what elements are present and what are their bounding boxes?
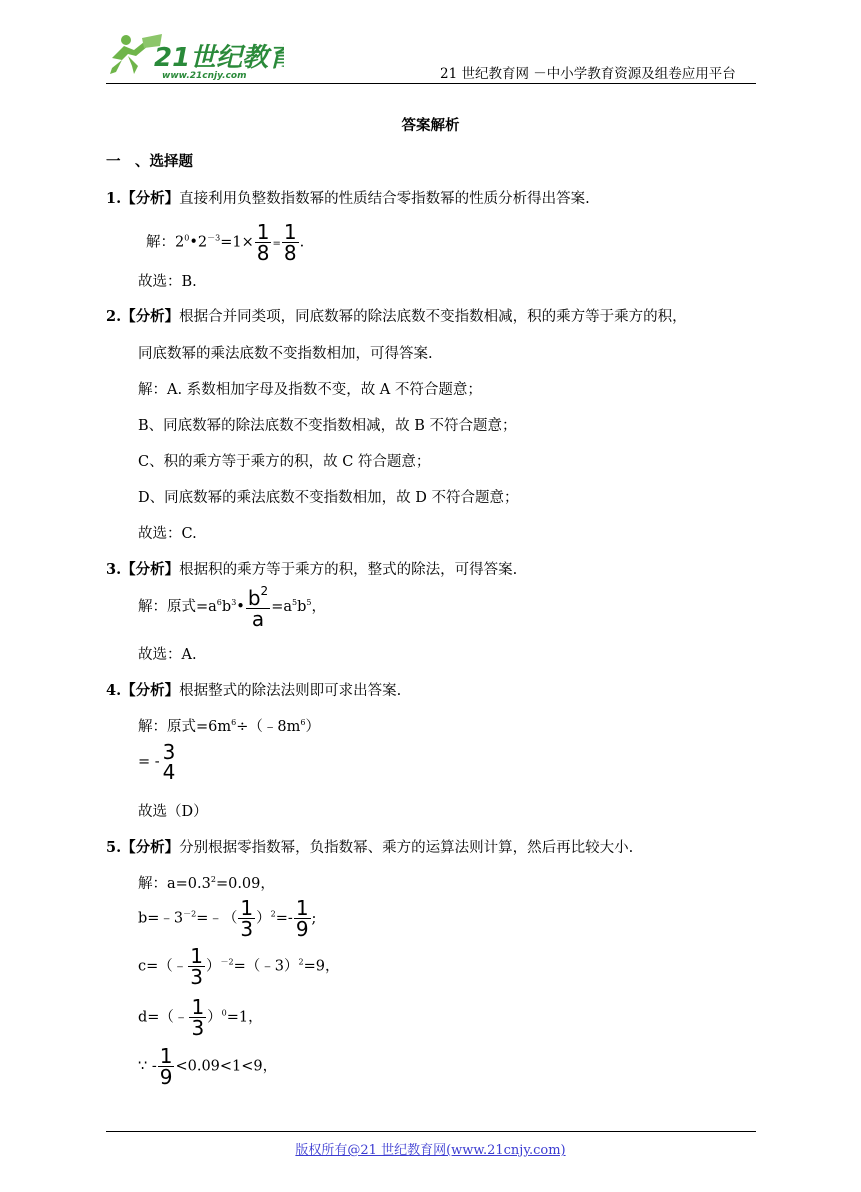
q5-c-exp: －2 [220,957,234,967]
q2-option-c: C、积的乘方等于乘方的积，故 C 符合题意； [138,454,431,470]
q5-a-exp: 2 [210,875,216,884]
q4-sol-c: ） [305,719,320,735]
q5-b-res-den: 9 [295,917,309,941]
q4-frac-den: 4 [162,760,176,784]
q3-b2: b [297,599,307,615]
q3-sol-a: 解：原式=a [138,599,217,615]
q1-fraction-1 [255,222,272,263]
q1-fraction-2 [282,222,299,263]
q1-analysis [106,187,590,208]
q3-b: b [221,599,232,615]
section-heading: 一 、选择题 [106,153,193,170]
q5-a-post: =0.09， [215,876,275,892]
q3-answer: 故选：A. [138,647,197,663]
q3-frac-num-exp: 2 [260,584,269,598]
q4-result [138,742,178,782]
q4-fraction [161,742,178,782]
header-divider [106,83,756,84]
q5-line-c [138,946,339,987]
q5-e-pre: ∵ - [138,1058,157,1075]
q4-eq: = - [138,754,160,770]
q4-analysis-text: 根据整式的除法法则即可求出答案. [179,683,402,699]
logo-text: 21世纪教育 [154,43,284,73]
q5-d-frac-den: 3 [191,1016,205,1040]
q4-frac-num: 3 [162,740,176,764]
q4-e6a: 6 [231,718,237,727]
q3-dot: • [236,599,245,615]
q5-line-b [138,898,316,939]
q1-analysis-text: 直接利用负整数指数幂的性质结合零指数幂的性质分析得出答案. [179,191,590,207]
q4-answer: 故选（D） [138,804,208,820]
q3-frac-num-b: b [247,586,261,610]
q1-f1-num: 1 [256,220,270,244]
q5-c-frac-num: 1 [190,944,204,968]
q2-analysis-text-1: 根据合并同类项，同底数幂的除法底数不变指数相减，积的乘方等于乘方的积， [179,309,687,325]
q5-b-pre: b=﹣3 [138,910,184,927]
q5-d-exp: 0 [221,1008,227,1018]
q1-expm3: －3 [207,233,221,243]
q5-e-post: <0.09<1<9， [175,1058,278,1075]
q3-eq: =a [271,599,292,615]
q5-b-res-num: 1 [295,896,309,920]
q3-label: 3.【分析】 [106,561,180,578]
q5-b-end: ; [311,910,317,927]
q5-b-result-fraction [294,898,311,939]
logo-url: www.21cnjy.com [162,71,247,81]
footer-copyright-link[interactable]: 版权所有@21 世纪教育网(www.21cnjy.com) [295,1143,566,1158]
q3-frac-num [246,585,270,608]
q1-sol-prefix: 解：2 [146,234,185,251]
site-title: 21 世纪教育网 －中小学教育资源及组卷应用平台 [440,66,736,82]
q4-solution [138,715,320,736]
q5-line-compare [138,1046,277,1087]
q3-analysis [106,558,517,579]
page-title: 答案解析 [401,117,460,134]
q1-f2-den: 8 [283,241,297,265]
q5-e-frac-den: 9 [159,1065,173,1089]
q5-c-fraction [188,946,205,987]
q2-analysis-line1 [106,305,687,326]
q5-d-frac-num: 1 [191,995,205,1019]
q5-c-exp2: 2 [298,957,304,967]
q3-e5a: 5 [291,598,298,607]
q4-analysis [106,679,401,700]
q1-label: 1.【分析】 [106,190,180,207]
q5-line-d [138,997,263,1038]
q5-b-close: ） [256,910,271,927]
q2-label: 2.【分析】 [106,308,180,325]
q5-b-eq: =- [275,910,293,927]
q5-b-mid: =﹣（ [196,910,238,927]
q1-f2-num: 1 [283,220,297,244]
q5-c-end: =9， [303,958,340,975]
q5-a-pre: 解：a=0.3 [138,876,211,892]
q5-d-end: =1， [226,1009,263,1026]
q1-end: . [299,234,305,251]
q5-c-pre: c=（﹣ [138,958,188,975]
q5-d-close: ） [207,1009,222,1026]
q3-frac-den: a [246,608,270,629]
q3-e3: 3 [231,598,237,607]
q3-fraction [246,585,270,629]
q4-e6b: 6 [300,718,306,727]
q5-d-pre: d=（﹣ [138,1009,189,1026]
q5-analysis-text: 分别根据零指数幂，负指数幂、乘方的运算法则计算，然后再比较大小. [179,840,634,856]
q5-d-fraction [189,997,206,1038]
footer-divider [106,1131,756,1132]
q4-label: 4.【分析】 [106,682,180,699]
q3-e6: 6 [216,598,222,607]
q1-dot2: •2 [189,234,208,251]
q5-b-fraction [238,898,255,939]
q2-analysis-line2: 同底数幂的乘法底数不变指数相加，可得答案. [138,346,433,362]
q2-option-b: B、同底数幂的除法底数不变指数相减，故 B 不符合题意； [138,418,517,434]
q5-line-a [138,872,275,893]
q5-c-post: =（﹣3） [233,958,299,975]
q4-sol-a: 解：原式=6m [138,719,232,735]
q2-option-d: D、同底数幂的乘法底数不变指数相加，故 D 不符合题意； [138,490,519,506]
q1-answer: 故选：B. [138,274,197,290]
q5-b-exp: －2 [183,909,197,919]
q2-option-a: 解：A. 系数相加字母及指数不变，故 A 不符合题意； [138,382,482,398]
q2-answer: 故选：C. [138,526,197,542]
q1-eq1: =1× [220,234,254,251]
q5-b-frac-den: 3 [240,917,254,941]
q5-label: 5.【分析】 [106,839,180,856]
q4-sol-b: ÷（﹣8m [236,719,301,735]
q1-eq2: = [272,238,281,250]
q5-b-frac-num: 1 [240,896,254,920]
q3-end: ， [311,599,326,615]
q5-e-frac-num: 1 [159,1044,173,1068]
site-logo [104,30,284,82]
q1-exp0: 0 [184,233,190,243]
q5-e-fraction [158,1046,175,1087]
q3-e5b: 5 [306,598,312,607]
q5-c-close: ） [206,958,221,975]
q5-b-exp2: 2 [270,909,276,919]
q5-analysis [106,836,633,857]
q1-f1-den: 8 [256,241,270,265]
q5-c-frac-den: 3 [190,965,204,989]
q3-solution [138,585,326,629]
q3-analysis-text: 根据积的乘方等于乘方的积，整式的除法，可得答案. [179,562,518,578]
q1-solution [146,222,304,263]
